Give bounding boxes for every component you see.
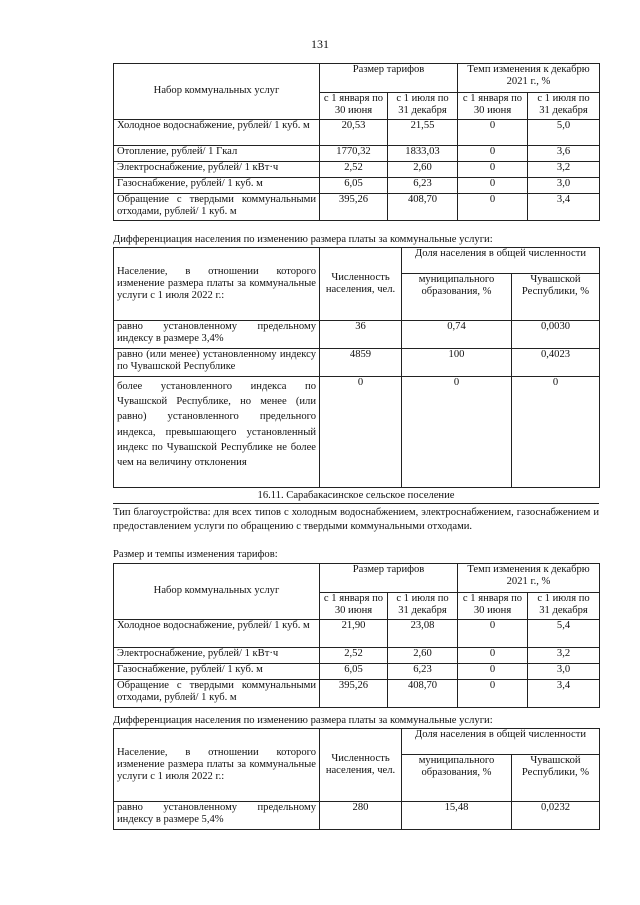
tariff-jan: 2,52 <box>320 648 388 664</box>
rate-jan: 0 <box>458 620 528 648</box>
table-row <box>114 664 600 680</box>
tariff-table-1 <box>113 63 599 221</box>
tariff-jul: 21,55 <box>388 120 458 146</box>
republic-share: 0,0232 <box>512 802 600 830</box>
table-row <box>114 648 600 664</box>
service-label: Холодное водоснабжение, рублей/ 1 куб. м <box>114 120 320 146</box>
rate-jul: 5,0 <box>528 120 600 146</box>
service-label: Газоснабжение, рублей/ 1 куб. м <box>114 178 320 194</box>
service-label: Электроснабжение, рублей/ 1 кВт·ч <box>114 162 320 178</box>
header-rate-period-jan: с 1 января по 30 июня <box>458 593 528 620</box>
rate-jan: 0 <box>458 680 528 708</box>
tariff-jan: 395,26 <box>320 680 388 708</box>
table-row <box>114 377 600 488</box>
section-heading: 16.11. Сарабакасинское сельское поселение <box>257 490 455 501</box>
section-divider <box>113 503 599 504</box>
header-share: Доля населения в общей численности <box>402 248 600 274</box>
table-row <box>114 146 600 162</box>
table-row <box>114 680 600 708</box>
tariff-jul: 2,60 <box>388 648 458 664</box>
tariff-table-2 <box>113 563 599 708</box>
tariff-jan: 2,52 <box>320 162 388 178</box>
rate-jan: 0 <box>458 194 528 221</box>
header-tariff-size: Размер тарифов <box>320 64 458 93</box>
rate-jul: 3,0 <box>528 178 600 194</box>
table-row <box>114 120 600 146</box>
header-period-jan: с 1 января по 30 июня <box>320 593 388 620</box>
diff-table-1 <box>113 247 599 488</box>
tariff-jan: 20,53 <box>320 120 388 146</box>
rate-jul: 3,2 <box>528 162 600 178</box>
service-label: Обращение с твердыми коммунальными отходами, рублей/ 1 куб. м <box>114 194 320 221</box>
rate-jan: 0 <box>458 146 528 162</box>
rate-jul: 3,4 <box>528 194 600 221</box>
republic-share: 0 <box>512 377 600 488</box>
header-population: Население, в отношении которого изменение размера платы за коммунальные услуги с 1 июля 2022 г.: <box>114 248 320 321</box>
rate-jul: 3,0 <box>528 664 600 680</box>
header-period-jan: с 1 января по 30 июня <box>320 93 388 120</box>
section-description: Тип благоустройства: для всех типов с холодным водоснабжением, электроснабжением, газоснабжением и предоставлением услуги по обращению с твердыми коммунальными отходами. <box>113 507 599 532</box>
republic-share: 0,4023 <box>512 349 600 377</box>
population-count: 4859 <box>320 349 402 377</box>
municipal-share: 0 <box>402 377 512 488</box>
diff-title-2: Дифференциация населения по изменению размера платы за коммунальные услуги: <box>113 715 493 726</box>
service-label: Обращение с твердыми коммунальными отходами, рублей/ 1 куб. м <box>114 680 320 708</box>
tariff-jul: 408,70 <box>388 680 458 708</box>
diff-table-2 <box>113 728 599 830</box>
header-municipal: муниципального образования, % <box>402 274 512 321</box>
population-count: 0 <box>320 377 402 488</box>
municipal-share: 0,74 <box>402 321 512 349</box>
header-change-rate: Темп изменения к декабрю 2021 г., % <box>458 64 600 93</box>
population-count: 36 <box>320 321 402 349</box>
diff-label: равно установленному предельному индексу в размере 5,4% <box>114 802 320 830</box>
header-share: Доля населения в общей численности <box>402 729 600 755</box>
diff-title-1: Дифференциация населения по изменению размера платы за коммунальные услуги: <box>113 234 493 245</box>
header-tariff-size: Размер тарифов <box>320 564 458 593</box>
header-change-rate: Темп изменения к декабрю 2021 г., % <box>458 564 600 593</box>
page-number: 131 <box>311 37 329 51</box>
diff-label: равно (или менее) установленному индексу по Чувашской Республике <box>114 349 320 377</box>
table-row <box>114 162 600 178</box>
header-republic: Чувашской Республики, % <box>512 755 600 802</box>
service-label: Отопление, рублей/ 1 Гкал <box>114 146 320 162</box>
header-period-jul: с 1 июля по 31 декабря <box>388 593 458 620</box>
header-republic: Чувашской Республики, % <box>512 274 600 321</box>
service-label: Газоснабжение, рублей/ 1 куб. м <box>114 664 320 680</box>
tariff-jan: 21,90 <box>320 620 388 648</box>
header-rate-period-jan: с 1 января по 30 июня <box>458 93 528 120</box>
header-service-set: Набор коммунальных услуг <box>114 64 320 120</box>
tariff-jan: 6,05 <box>320 664 388 680</box>
rate-jul: 3,6 <box>528 146 600 162</box>
header-population: Население, в отношении которого изменение размера платы за коммунальные услуги с 1 июля 2022 г.: <box>114 729 320 802</box>
diff-label: более установленного индекса по Чувашской Республике, но менее (или равно) установленного предельного индекса, превышающего установленный индекс по Чувашской Республике не более чем на величину отклонения <box>114 377 320 488</box>
service-label: Холодное водоснабжение, рублей/ 1 куб. м <box>114 620 320 648</box>
rate-jan: 0 <box>458 162 528 178</box>
header-municipal: муниципального образования, % <box>402 755 512 802</box>
rate-jul: 5,4 <box>528 620 600 648</box>
tariff-jul: 1833,03 <box>388 146 458 162</box>
rate-jan: 0 <box>458 648 528 664</box>
header-rate-period-jul: с 1 июля по 31 декабря <box>528 593 600 620</box>
rate-jan: 0 <box>458 664 528 680</box>
service-label: Электроснабжение, рублей/ 1 кВт·ч <box>114 648 320 664</box>
tariff-jul: 2,60 <box>388 162 458 178</box>
tariff-jan: 1770,32 <box>320 146 388 162</box>
population-count: 280 <box>320 802 402 830</box>
republic-share: 0,0030 <box>512 321 600 349</box>
header-rate-period-jul: с 1 июля по 31 декабря <box>528 93 600 120</box>
tariff-jul: 408,70 <box>388 194 458 221</box>
table-row <box>114 349 600 377</box>
tariff-jul: 23,08 <box>388 620 458 648</box>
tariff-jul: 6,23 <box>388 664 458 680</box>
tariff-jan: 6,05 <box>320 178 388 194</box>
municipal-share: 100 <box>402 349 512 377</box>
table-row <box>114 178 600 194</box>
rate-jan: 0 <box>458 178 528 194</box>
table-row <box>114 321 600 349</box>
tariff-jan: 395,26 <box>320 194 388 221</box>
header-count: Численность населения, чел. <box>320 248 402 321</box>
header-count: Численность населения, чел. <box>320 729 402 802</box>
header-service-set: Набор коммунальных услуг <box>114 564 320 620</box>
tariffs-title: Размер и темпы изменения тарифов: <box>113 549 278 560</box>
diff-label: равно установленному предельному индексу в размере 3,4% <box>114 321 320 349</box>
table-row <box>114 194 600 221</box>
tariff-jul: 6,23 <box>388 178 458 194</box>
table-row <box>114 620 600 648</box>
rate-jul: 3,2 <box>528 648 600 664</box>
rate-jan: 0 <box>458 120 528 146</box>
header-period-jul: с 1 июля по 31 декабря <box>388 93 458 120</box>
municipal-share: 15,48 <box>402 802 512 830</box>
rate-jul: 3,4 <box>528 680 600 708</box>
table-row <box>114 802 600 830</box>
